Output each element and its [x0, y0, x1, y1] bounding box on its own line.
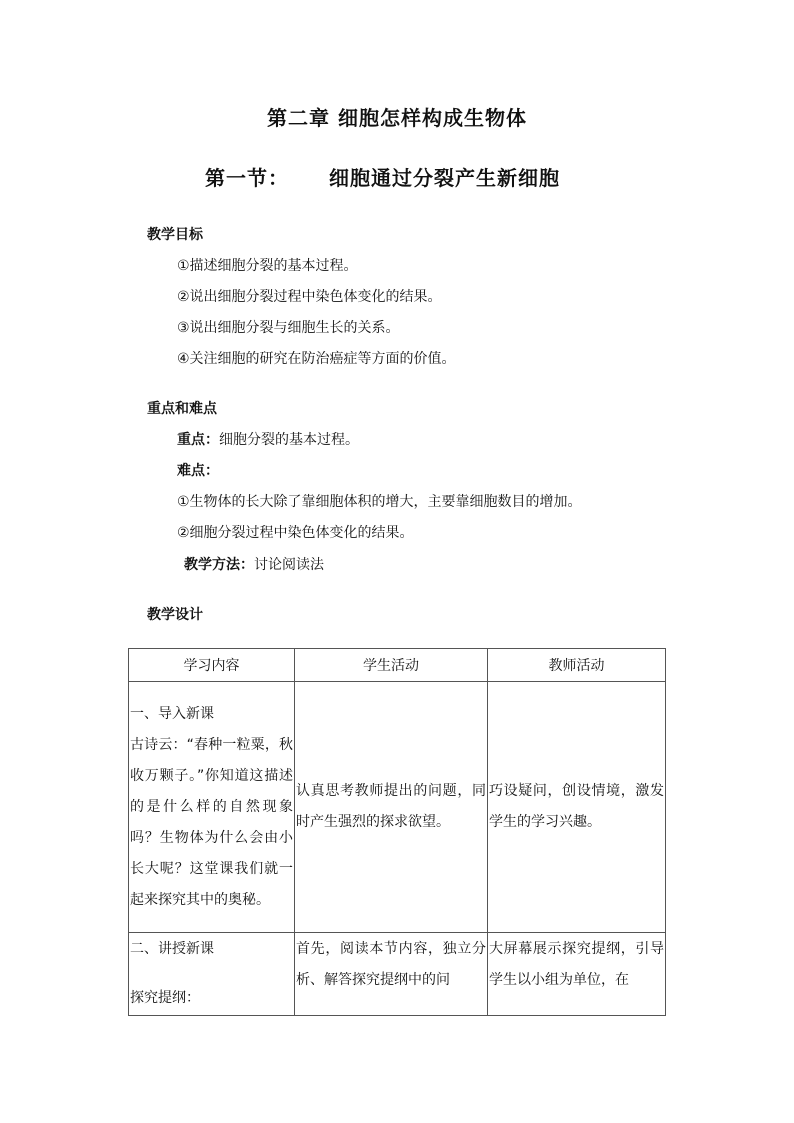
student-activity: 首先，阅读本节内容，独立分析、解答探究提纲中的问	[296, 941, 486, 988]
objective-item: ①描述细胞分裂的基本过程。	[177, 258, 358, 274]
cell-student	[295, 682, 488, 933]
content-body: 探究提纲：	[130, 990, 200, 1006]
method-text: 讨论阅读法	[254, 557, 324, 573]
cell-content	[129, 933, 295, 1016]
difficulty-item: ②细胞分裂过程中染色体变化的结果。	[177, 525, 414, 541]
table-header-row	[129, 649, 666, 682]
cell-student	[295, 933, 488, 1016]
key-label: 重点：	[177, 432, 219, 448]
key-points-heading: 重点和难点	[147, 401, 217, 417]
column-header-student: 学生活动	[295, 649, 488, 682]
cell-teacher	[488, 933, 666, 1016]
content-body: 古诗云：“春种一粒粟，秋收万颗子。”你知道这描述的是什么样的自然现象吗？生物体为什么会由小长大呢？这堂课我们就一起来探究其中的奥秘。	[130, 736, 293, 908]
table-row	[129, 933, 666, 1016]
key-text: 细胞分裂的基本过程。	[219, 432, 359, 448]
objective-item: ③说出细胞分裂与细胞生长的关系。	[177, 320, 400, 336]
objectives-heading: 教学目标	[147, 227, 203, 243]
column-header-content: 学习内容	[129, 649, 295, 682]
objective-item: ④关注细胞的研究在防治癌症等方面的价值。	[177, 351, 456, 367]
method-label: 教学方法：	[184, 557, 254, 573]
content-title: 一、导入新课	[130, 705, 214, 722]
method-line	[184, 554, 324, 574]
cell-teacher	[488, 682, 666, 933]
teacher-activity: 大屏幕展示探究提纲，引导学生以小组为单位，在	[489, 941, 664, 988]
column-header-teacher: 教师活动	[488, 649, 666, 682]
key-point-line	[177, 429, 359, 449]
chapter-title: 第二章 细胞怎样构成生物体	[267, 106, 527, 130]
difficulty-item: ①生物体的长大除了靠细胞体积的增大，主要靠细胞数目的增加。	[177, 494, 582, 510]
section-label: 第一节：	[205, 166, 289, 190]
design-table	[128, 648, 666, 1016]
teacher-activity: 巧设疑问，创设情境，激发学生的学习兴趣。	[489, 783, 664, 830]
cell-content	[129, 682, 295, 933]
student-activity: 认真思考教师提出的问题，同时产生强烈的探求欲望。	[296, 783, 486, 830]
objective-item: ②说出细胞分裂过程中染色体变化的结果。	[177, 289, 442, 305]
content-title: 二、讲授新课	[130, 941, 214, 957]
section-name: 细胞通过分裂产生新细胞	[329, 166, 560, 190]
difficulty-label: 难点：	[177, 463, 219, 479]
section-title	[205, 162, 725, 191]
table-row	[129, 682, 666, 933]
design-heading: 教学设计	[147, 607, 203, 623]
